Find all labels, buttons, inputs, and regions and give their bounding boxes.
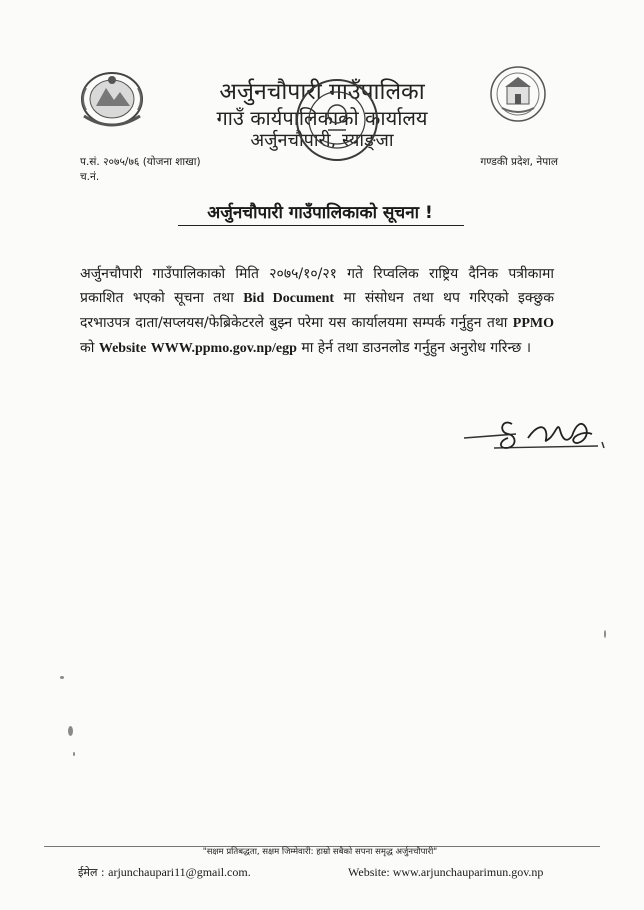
fiscal-year-ref: प.सं. २०७५/७६ (योजना शाखा): [80, 156, 201, 168]
footer-email: [78, 865, 251, 880]
bid-document-term: Bid Document: [243, 291, 335, 306]
footer-website-link[interactable]: Website: www.arjunchauparimun.gov.np: [348, 865, 544, 879]
office-name: गाउँ कार्यपालिकाको कार्यालय: [216, 106, 428, 130]
website-term: Website: [98, 341, 147, 356]
ppmo-term: PPMO: [512, 316, 554, 331]
body-part-2: मा संसोधन तथा थप गरिएको इक्छुक दरभाउपत्र दाता/सप्लयस/फेब्रिकेटरले बुझ्न परेमा यस कार्यालयमा सम्पर्क गर्नुहुन तथा: [80, 290, 555, 331]
reference-block: [80, 155, 201, 185]
nepal-government-emblem-icon: [76, 66, 148, 132]
signature-icon: [458, 404, 626, 466]
municipality-name: अर्जुनचौपारी गाउँपालिका: [219, 79, 425, 105]
notice-title: अर्जुनचौपारी गाउँपालिकाको सूचना !: [207, 203, 433, 223]
title-underline: [178, 225, 464, 226]
scan-speck: [60, 676, 64, 679]
body-part-3: को: [80, 340, 99, 356]
ppmo-url-link[interactable]: WWW.ppmo.gov.np/egp: [150, 341, 297, 356]
body-part-1: अर्जुनचौपारी गाउँपालिकाको मिति २०७५/१०/२१ गते रिप्वलिक राष्ट्रिय दैनिक पत्रीकामा प्रकाशित भएको सूचना तथा: [80, 266, 554, 306]
dispatch-number: च.नं.: [80, 171, 100, 183]
municipality-logo-icon: [488, 64, 548, 124]
scan-speck: [73, 752, 75, 756]
email-label: ईमेल :: [78, 866, 109, 879]
office-location: अर्जुनचौपारी, स्याङ्जा: [250, 130, 394, 151]
province-address: गण्डकी प्रदेश, नेपाल: [480, 156, 558, 168]
scan-speck: [604, 630, 606, 638]
body-part-5: मा हेर्न तथा डाउनलोड गर्नुहुन अनुरोध गरिन्छ ।: [296, 340, 532, 356]
footer-slogan: "सक्षम प्रतिबद्धता, सक्षम जिम्मेवारी: हाम्रो सबैको सपना समृद्ध अर्जुनचौपारी": [202, 847, 438, 857]
scan-speck: [68, 726, 73, 736]
email-address-link[interactable]: arjunchaupari11@gmail.com.: [108, 865, 251, 879]
notice-body: [80, 262, 554, 361]
office-seal-stamp-icon: [292, 74, 382, 166]
